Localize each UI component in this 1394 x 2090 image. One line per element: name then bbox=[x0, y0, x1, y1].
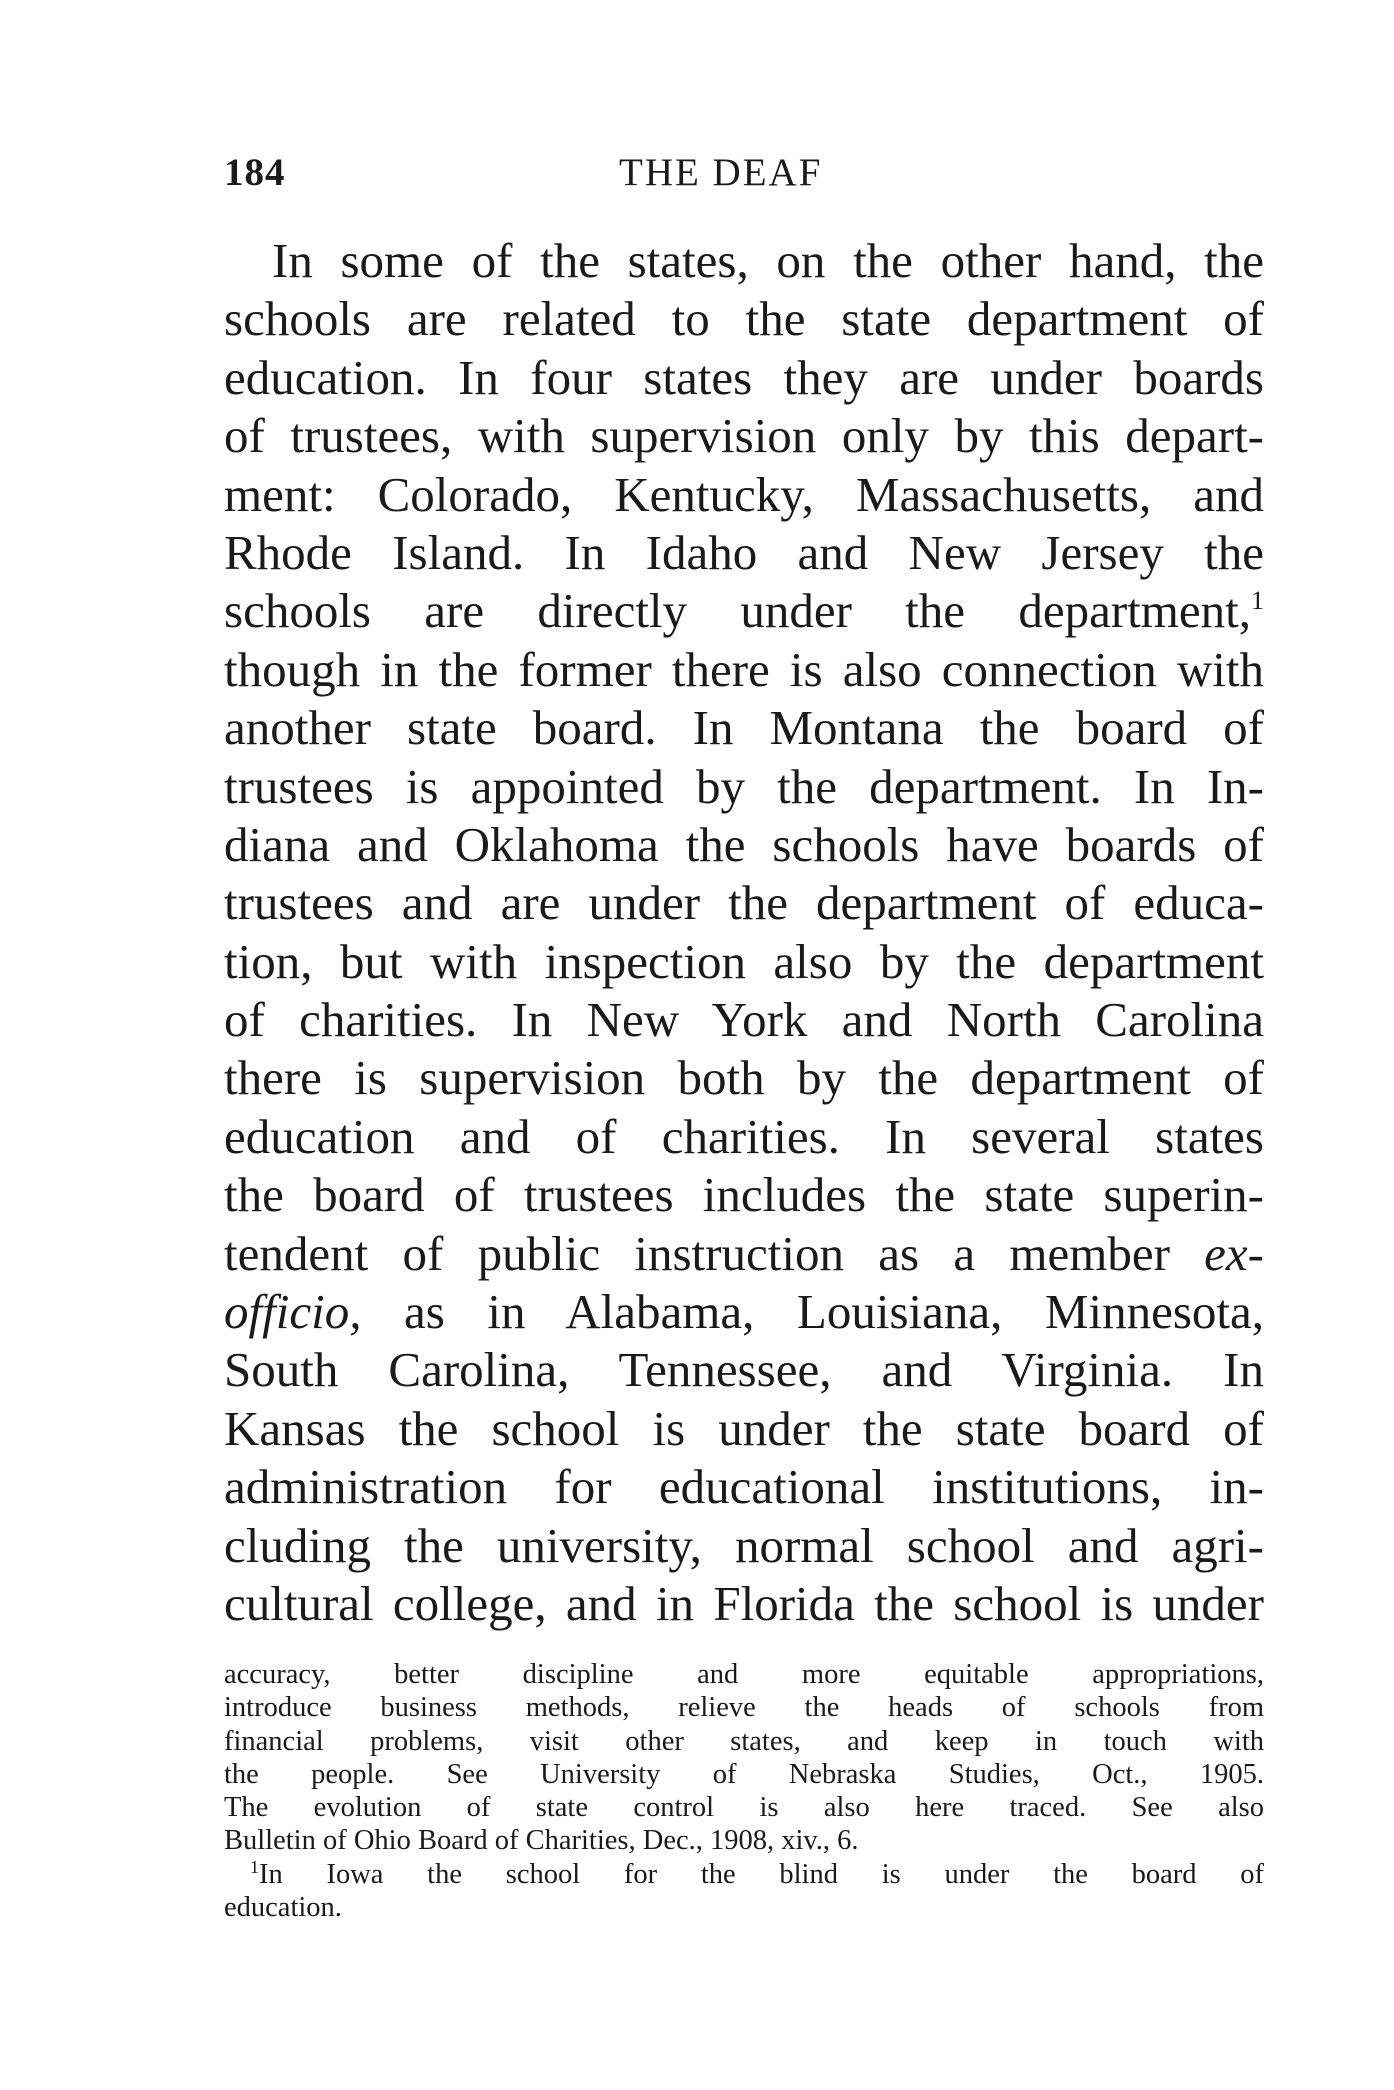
body-line: education. In four states they are under boards bbox=[224, 349, 1264, 405]
body-line: though in the former there is also connection with bbox=[224, 641, 1264, 697]
body-line: there is supervision both by the department of bbox=[224, 1050, 1264, 1106]
running-title: THE DEAF bbox=[619, 151, 823, 194]
body-line: another state board. In Montana the board of bbox=[224, 700, 1264, 756]
running-head bbox=[224, 150, 1264, 206]
footnote-line: education. bbox=[224, 1892, 342, 1924]
footnotes bbox=[224, 1658, 1264, 1924]
body-line: the board of trustees includes the state superin- bbox=[224, 1167, 1264, 1223]
footnote-1: $^1$In Iowa the school for the blind is under the board of bbox=[250, 1857, 1264, 1890]
body-text bbox=[224, 232, 1264, 1633]
body-line: diana and Oklahoma the schools have boards of bbox=[224, 816, 1264, 872]
body-line: education and of charities. In several states bbox=[224, 1108, 1264, 1164]
body-line: South Carolina, Tennessee, and Virginia. In bbox=[224, 1342, 1264, 1398]
footnote-reference: 1 bbox=[1251, 586, 1264, 616]
footnote-line: financial problems, visit other states, and keep in touch with bbox=[224, 1725, 1264, 1757]
footnote-line: The evolution of state control is also here traced. See also bbox=[224, 1792, 1264, 1824]
body-line: cluding the university, normal school and agri- bbox=[224, 1517, 1264, 1573]
body-line: tendent of public instruction as a member ex- bbox=[224, 1225, 1264, 1281]
footnote-line: the people. See University of Nebraska Studies, Oct., 1905. bbox=[224, 1758, 1264, 1790]
body-line: of charities. In New York and North Carolina bbox=[224, 992, 1264, 1048]
body-line: cultural college, and in Florida the school is under bbox=[224, 1575, 1264, 1631]
body-line: administration for educational institutions, in- bbox=[224, 1459, 1264, 1515]
body-line: officio, as in Alabama, Louisiana, Minnesota, bbox=[224, 1284, 1264, 1340]
italic-term: ex- bbox=[1204, 1225, 1264, 1281]
footnote-line: Bulletin of Ohio Board of Charities, Dec., 1908, xiv., 6. bbox=[224, 1825, 859, 1857]
body-line: tion, but with inspection also by the department bbox=[224, 933, 1264, 989]
footnote-line: accuracy, better discipline and more equitable appropriations, bbox=[224, 1659, 1264, 1690]
body-line: schools are directly under the department,$^1$ bbox=[224, 583, 1264, 639]
body-line: trustees is appointed by the department. In In- bbox=[224, 758, 1264, 814]
page-number: 184 bbox=[224, 151, 286, 194]
body-line: of trustees, with supervision only by this depart- bbox=[224, 408, 1264, 464]
body-line: ment: Colorado, Kentucky, Massachusetts, and bbox=[224, 466, 1264, 522]
footnote-marker: 1 bbox=[250, 1857, 259, 1877]
body-line: trustees and are under the department of educa- bbox=[224, 875, 1264, 931]
body-line: In some of the states, on the other hand, the bbox=[272, 233, 1264, 288]
footnote-line: introduce business methods, relieve the heads of schools from bbox=[224, 1692, 1264, 1724]
italic-term: officio, bbox=[224, 1284, 362, 1340]
body-line: Kansas the school is under the state board of bbox=[224, 1400, 1264, 1456]
body-line: schools are related to the state department of bbox=[224, 291, 1264, 347]
body-line: Rhode Island. In Idaho and New Jersey the bbox=[224, 524, 1264, 580]
